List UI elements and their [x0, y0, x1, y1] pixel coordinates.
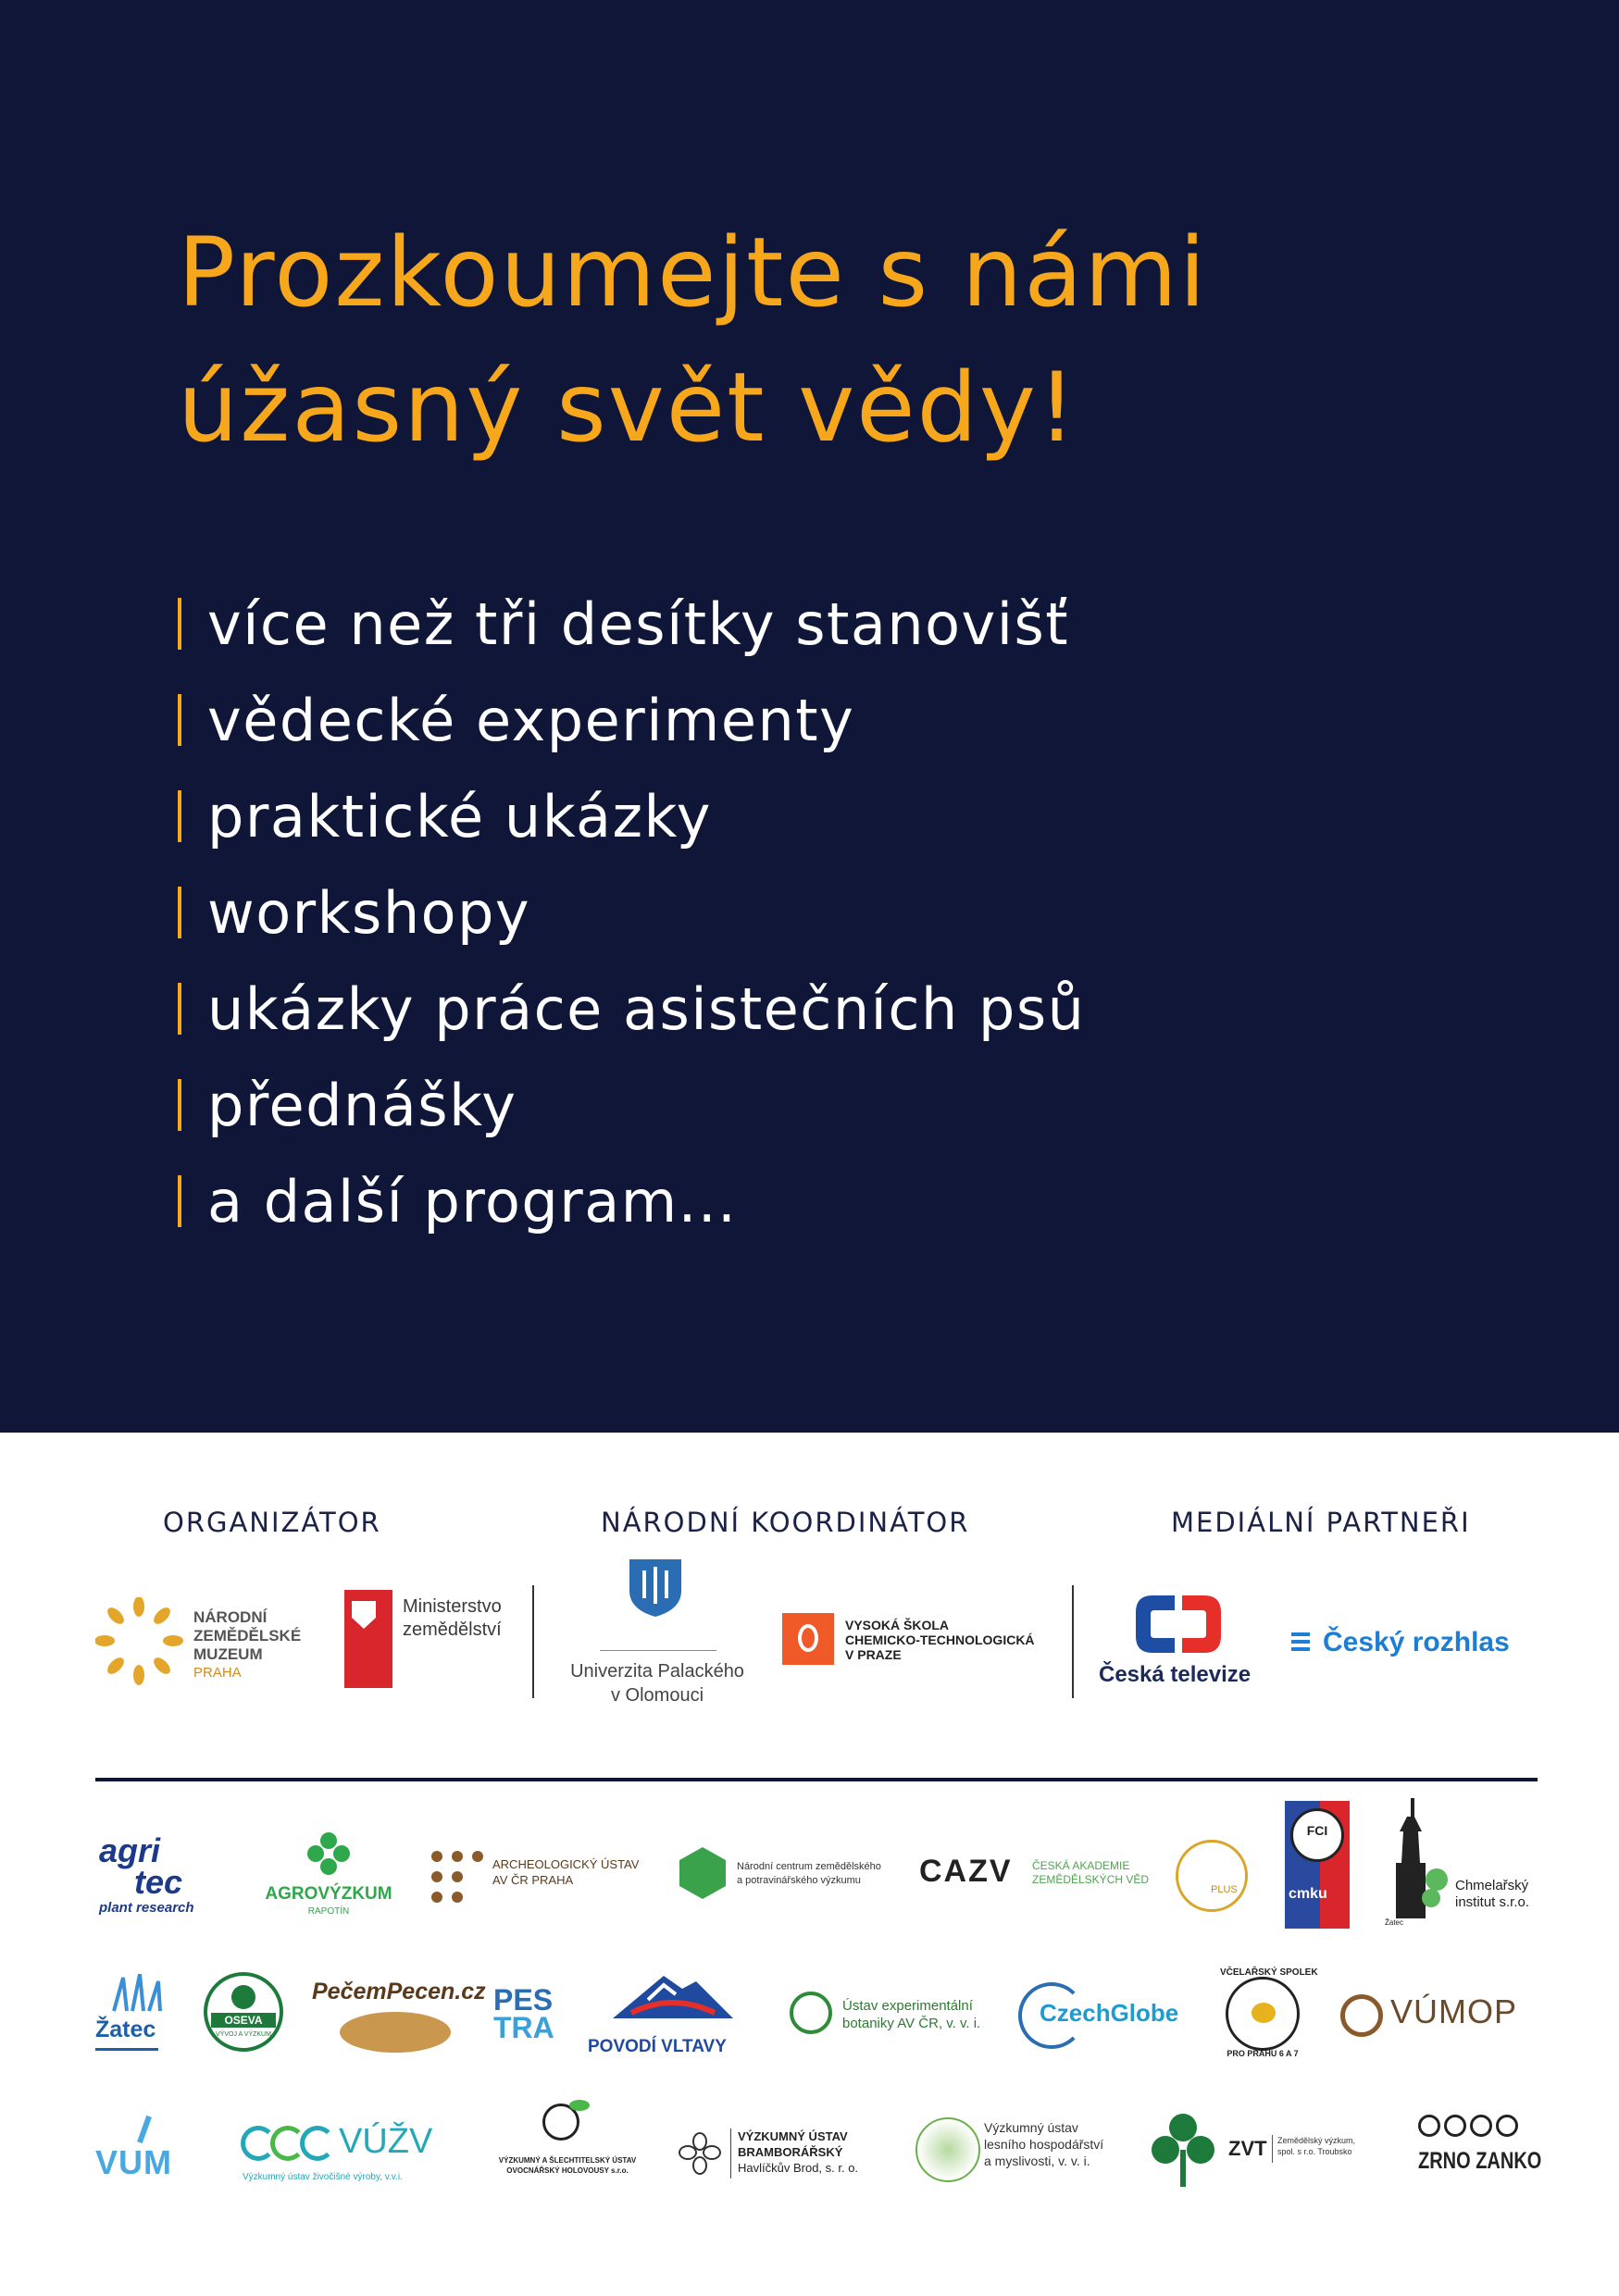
- cesky-rozhlas-logo: Český rozhlas: [1289, 1627, 1521, 1668]
- animal-curves-icon: [241, 2126, 337, 2163]
- chmelarsky-institut-logo: Žatec Chmelařský institut s.r.o.: [1383, 1798, 1540, 1937]
- divider: [1072, 1585, 1074, 1698]
- pestra-logo: PES TRA: [493, 1983, 554, 2044]
- plus-logo: PLUS: [1176, 1840, 1252, 1916]
- bullet-bar: [178, 887, 181, 938]
- mountain-icon: [613, 1972, 733, 2028]
- forest-circle-icon: [915, 2117, 980, 2182]
- archeologicky-ustav-logo: ARCHEOLOGICKÝ ÚSTAV AV ČR PRAHA: [430, 1849, 652, 1908]
- cazv-logo: CAZV ČESKÁ AKADEMIE ZEMĚDĚLSKÝCH VĚD: [919, 1854, 1150, 1889]
- bee-icon: [1252, 2003, 1276, 2023]
- vum-logo: VUM: [95, 2116, 197, 2190]
- nzm-logo: NÁRODNÍ ZEMĚDĚLSKÉ MUZEUM PRAHA: [95, 1597, 318, 1690]
- grass-icon: [105, 1974, 169, 2013]
- partners-panel: [0, 1433, 1619, 2296]
- oseva-logo: OSEVA VÝVOJ A VÝZKUM: [204, 1972, 285, 2054]
- program-item: přednášky: [178, 1057, 1085, 1153]
- vscht-mark-icon: [782, 1613, 834, 1665]
- bullet-bar: [178, 694, 181, 746]
- vcelarsky-spolek-logo: VČELAŘSKÝ SPOLEK PRO PRAHU 6 A 7: [1220, 1967, 1318, 2058]
- section-divider: [95, 1778, 1538, 1781]
- clover-leaf-icon: [1151, 2113, 1215, 2189]
- wheat-wreath-icon: [95, 1597, 183, 1685]
- soil-icon: [1340, 1994, 1383, 2037]
- program-list: [178, 576, 1085, 1249]
- headline-line-2: úžasný svět vědy!: [178, 353, 1078, 464]
- program-item: více než tři desítky stanovišť: [178, 576, 1085, 672]
- hexagon-icon: [679, 1847, 726, 1899]
- microscope-icon: [137, 2116, 152, 2143]
- program-item: a další program...: [178, 1153, 1085, 1249]
- pecem-pecen-logo: PečemPecen.cz: [308, 1979, 475, 2062]
- flower-icon: [679, 2132, 721, 2175]
- zrno-zanko-logo: ZRNO ZANKO: [1414, 2113, 1544, 2187]
- program-item: ukázky práce asistečních psů: [178, 961, 1085, 1057]
- upol-shield-icon: [628, 1558, 683, 1619]
- ueb-logo: Ústav experimentální botaniky AV ČR, v. v. i.: [790, 1988, 1003, 2043]
- clover-icon: [307, 1832, 350, 1875]
- ceska-televize-logo: Česká televize: [1097, 1592, 1264, 1694]
- organizer-heading: ORGANIZÁTOR: [163, 1507, 381, 1538]
- tower-icon: [1383, 1798, 1448, 1928]
- vumop-logo: VÚMOP: [1340, 1992, 1539, 2044]
- mze-logo: Ministerstvo zemědělství: [344, 1590, 529, 1692]
- czechglobe-mark: CzechGlobe: [1018, 1979, 1203, 2053]
- zatec-logo: Žatec: [95, 1974, 179, 2057]
- headline: [178, 205, 1474, 476]
- vsuo-logo: VÝZKUMNÝ A ŠLECHTITELSKÝ ÚSTAV OVOCNÁŘSKÝ HOLOVOUSY s.r.o.: [493, 2104, 641, 2187]
- ct-mark-icon: [1130, 1592, 1227, 1657]
- povodi-vltavy-logo: POVODÍ VLTAVY: [585, 1972, 761, 2065]
- bullet-bar: [178, 598, 181, 650]
- program-item: vědecké experimenty: [178, 672, 1085, 768]
- zvt-logo: ZVT Zemědělský výzkum, spol. s r.o. Troubsko: [1151, 2113, 1382, 2196]
- cmku-logo: FCI cmku: [1285, 1801, 1351, 1930]
- bullet-bar: [178, 1079, 181, 1131]
- leaf-icon: [790, 1992, 832, 2034]
- divider: [532, 1585, 534, 1698]
- program-item: workshopy: [178, 864, 1085, 961]
- bullet-bar: [178, 1175, 181, 1227]
- dots-icon: [430, 1849, 485, 1905]
- upol-logo: Univerzita Palackého v Olomouci: [546, 1558, 768, 1715]
- vulhm-logo: Výzkumný ústav lesního hospodářství a myslivosti, v. v. i.: [915, 2117, 1124, 2186]
- nczv-logo: Národní centrum zemědělského a potravinářského výzkumu: [679, 1847, 892, 1906]
- plus-circle-icon: [1176, 1840, 1248, 1912]
- vub-logo: VÝZKUMNÝ ÚSTAV BRAMBORÁŘSKÝ Havlíčkův Brod, s. r. o.: [679, 2127, 882, 2182]
- agrovyzkum-logo: AGROVÝZKUM RAPOTÍN: [259, 1832, 398, 1925]
- coordinator-heading: NÁRODNÍ KOORDINÁTOR: [601, 1507, 970, 1538]
- ornament-icon: [1418, 2113, 1522, 2139]
- bullet-bar: [178, 983, 181, 1035]
- vuzv-logo: VÚŽV Výzkumný ústav živočišné výroby, v.v.i.: [243, 2122, 433, 2182]
- oseva-circle-icon: [204, 1972, 283, 2052]
- vscht-logo: VYSOKÁ ŠKOLA CHEMICKO-TECHNOLOGICKÁ V PRAZE: [782, 1613, 1060, 1669]
- media-heading: MEDIÁLNÍ PARTNEŘI: [1171, 1507, 1471, 1538]
- program-item: praktické ukázky: [178, 768, 1085, 864]
- bread-icon: [340, 2012, 451, 2053]
- headline-line-1: Prozkoumejte s námi: [178, 217, 1208, 329]
- bullet-bar: [178, 790, 181, 842]
- agritec-logo: agri tec plant research: [99, 1831, 194, 1916]
